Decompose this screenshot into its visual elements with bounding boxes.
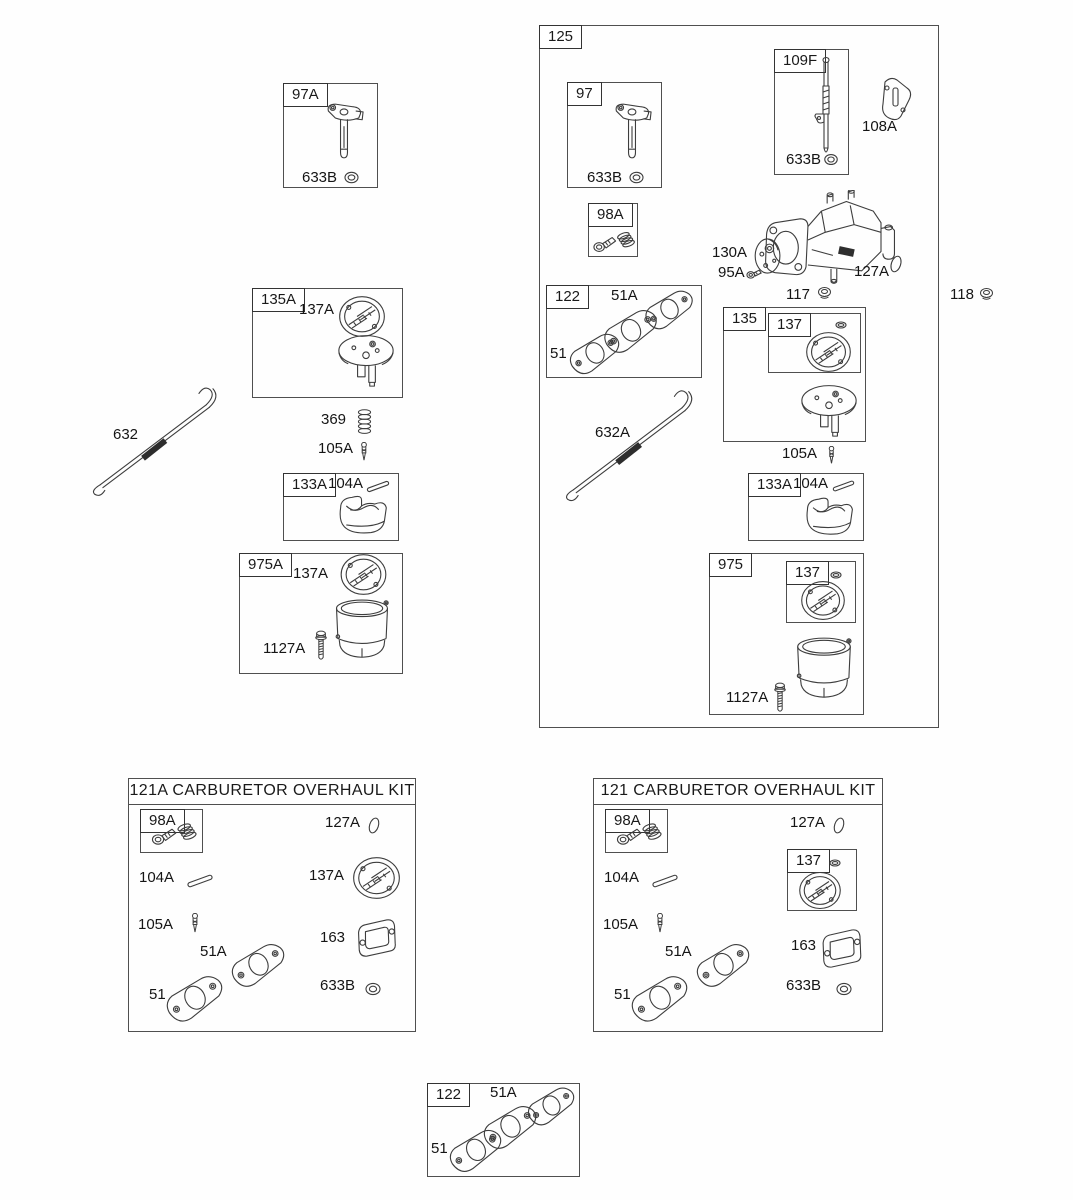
spring-icon bbox=[357, 408, 372, 437]
box-label-137: 137 bbox=[768, 313, 811, 337]
flange-gasket-drawing bbox=[161, 973, 229, 1026]
box-label-975a: 975A bbox=[239, 553, 292, 577]
seal-ring-icon bbox=[628, 171, 645, 184]
box-label-97: 97 bbox=[567, 82, 602, 106]
choke-pin-icon bbox=[649, 872, 681, 890]
part-label-104a: 104A bbox=[793, 475, 829, 492]
tiny-o-ring-icon bbox=[829, 570, 843, 580]
box-label-122: 122 bbox=[427, 1083, 470, 1107]
flange-gasket-drawing bbox=[692, 941, 755, 991]
part-label-127a: 127A bbox=[790, 814, 826, 831]
part-label-105a: 105A bbox=[603, 916, 639, 933]
box-label-122: 122 bbox=[546, 285, 589, 309]
part-label-633b: 633B bbox=[587, 169, 623, 186]
bowl-gasket-drawing bbox=[799, 331, 858, 373]
choke-pin-icon bbox=[184, 872, 216, 890]
kit-121a-title: 121A CARBURETOR OVERHAUL KIT bbox=[129, 779, 415, 805]
part-label-51a: 51A bbox=[200, 943, 227, 960]
part-label-137a: 137A bbox=[309, 867, 345, 884]
box-label-135a: 135A bbox=[252, 288, 305, 312]
fuel-bowl-drawing bbox=[331, 591, 393, 667]
part-label-137a: 137A bbox=[293, 565, 329, 582]
float-assembly-drawing bbox=[335, 330, 397, 388]
welch-plug-icon bbox=[979, 288, 994, 301]
bowl-gasket-drawing bbox=[795, 580, 851, 621]
box-label-97a: 97A bbox=[283, 83, 328, 107]
part-label-104a: 104A bbox=[604, 869, 640, 886]
part-label-127a: 127A bbox=[854, 263, 890, 280]
seal-ring-icon bbox=[364, 982, 382, 996]
choke-cup-drawing bbox=[800, 493, 858, 539]
tiny-o-ring-icon bbox=[828, 858, 842, 868]
choke-pin-icon bbox=[831, 478, 856, 494]
part-label-117: 117 bbox=[786, 286, 810, 303]
throttle-shaft-drawing bbox=[606, 94, 658, 168]
needle-valve-icon bbox=[654, 913, 666, 934]
part-label-105a: 105A bbox=[138, 916, 174, 933]
mount-gasket-drawing bbox=[348, 918, 404, 958]
part-label-163: 163 bbox=[320, 929, 346, 946]
kit-121-title: 121 CARBURETOR OVERHAUL KIT bbox=[594, 779, 882, 805]
tiny-o-ring-icon bbox=[834, 320, 848, 330]
box-label-133a: 133A bbox=[748, 473, 801, 497]
gasket-plate-drawing bbox=[877, 76, 913, 122]
part-label-108a: 108A bbox=[862, 118, 898, 135]
part-label-95a: 95A bbox=[718, 264, 745, 281]
bowl-screw-icon bbox=[773, 682, 787, 714]
box-label-137: 137 bbox=[787, 849, 830, 873]
part-label-633b: 633B bbox=[302, 169, 338, 186]
flange-gasket-drawing bbox=[445, 1127, 507, 1176]
bowl-gasket-drawing bbox=[349, 856, 404, 900]
needle-valve-icon bbox=[826, 446, 837, 465]
part-label-633b: 633B bbox=[320, 977, 356, 994]
part-label-51: 51 bbox=[550, 345, 567, 362]
o-ring-icon bbox=[832, 816, 846, 835]
screw-icon bbox=[746, 267, 763, 280]
screw-spring-drawing bbox=[591, 228, 635, 254]
part-label-163: 163 bbox=[791, 937, 817, 954]
part-label-105a: 105A bbox=[318, 440, 354, 457]
float-assembly-drawing bbox=[798, 380, 860, 438]
mount-gasket-drawing bbox=[814, 928, 868, 969]
part-label-137a: 137A bbox=[299, 301, 335, 318]
part-label-51a: 51A bbox=[490, 1084, 517, 1101]
screw-spring-drawing bbox=[149, 819, 197, 847]
seal-ring-icon bbox=[835, 982, 853, 996]
part-label-51: 51 bbox=[149, 986, 166, 1003]
part-label-51a: 51A bbox=[611, 287, 638, 304]
part-label-632a: 632A bbox=[595, 424, 631, 441]
part-label-51: 51 bbox=[614, 986, 631, 1003]
needle-valve-icon bbox=[358, 442, 370, 462]
o-ring-icon bbox=[367, 816, 381, 835]
part-label-104a: 104A bbox=[328, 475, 364, 492]
flange-gasket-drawing bbox=[227, 941, 290, 991]
throttle-shaft-drawing bbox=[318, 94, 370, 168]
part-label-633b: 633B bbox=[786, 151, 822, 168]
box-label-137: 137 bbox=[786, 561, 829, 585]
box-label-98a: 98A bbox=[140, 809, 185, 833]
choke-cup-drawing bbox=[333, 492, 392, 537]
fuel-bowl-drawing bbox=[792, 630, 856, 706]
seal-ring-icon bbox=[343, 171, 360, 184]
bowl-gasket-drawing bbox=[791, 871, 849, 910]
seal-ring-icon bbox=[823, 153, 839, 166]
part-label-130a: 130A bbox=[712, 244, 748, 261]
flange-gasket-drawing bbox=[565, 331, 625, 378]
o-ring-icon bbox=[889, 254, 903, 274]
box-label-98a: 98A bbox=[588, 203, 633, 227]
part-label-633b: 633B bbox=[786, 977, 822, 994]
part-label-1127a: 1127A bbox=[726, 689, 769, 706]
box-label-975: 975 bbox=[709, 553, 752, 577]
box-label-98a: 98A bbox=[605, 809, 650, 833]
bowl-screw-icon bbox=[314, 630, 328, 662]
needle-valve-icon bbox=[189, 913, 201, 934]
governor-link-drawing bbox=[560, 387, 703, 503]
part-label-104a: 104A bbox=[139, 869, 175, 886]
box-label-135: 135 bbox=[723, 307, 766, 331]
part-label-51a: 51A bbox=[665, 943, 692, 960]
box-label-125: 125 bbox=[539, 25, 582, 49]
box-label-109f: 109F bbox=[774, 49, 826, 73]
bowl-gasket-drawing bbox=[336, 553, 391, 596]
part-label-1127a: 1127A bbox=[263, 640, 306, 657]
part-label-632: 632 bbox=[113, 426, 139, 443]
part-label-118: 118 bbox=[950, 286, 974, 303]
needle-jet-drawing bbox=[812, 56, 838, 160]
governor-link-drawing bbox=[87, 386, 227, 496]
screw-spring-drawing bbox=[614, 819, 662, 847]
part-label-105a: 105A bbox=[782, 445, 818, 462]
part-label-51: 51 bbox=[431, 1140, 448, 1157]
box-label-133a: 133A bbox=[283, 473, 336, 497]
welch-plug-icon bbox=[817, 287, 832, 300]
flange-gasket-drawing bbox=[626, 973, 694, 1026]
part-label-127a: 127A bbox=[325, 814, 361, 831]
part-label-369: 369 bbox=[321, 411, 347, 428]
